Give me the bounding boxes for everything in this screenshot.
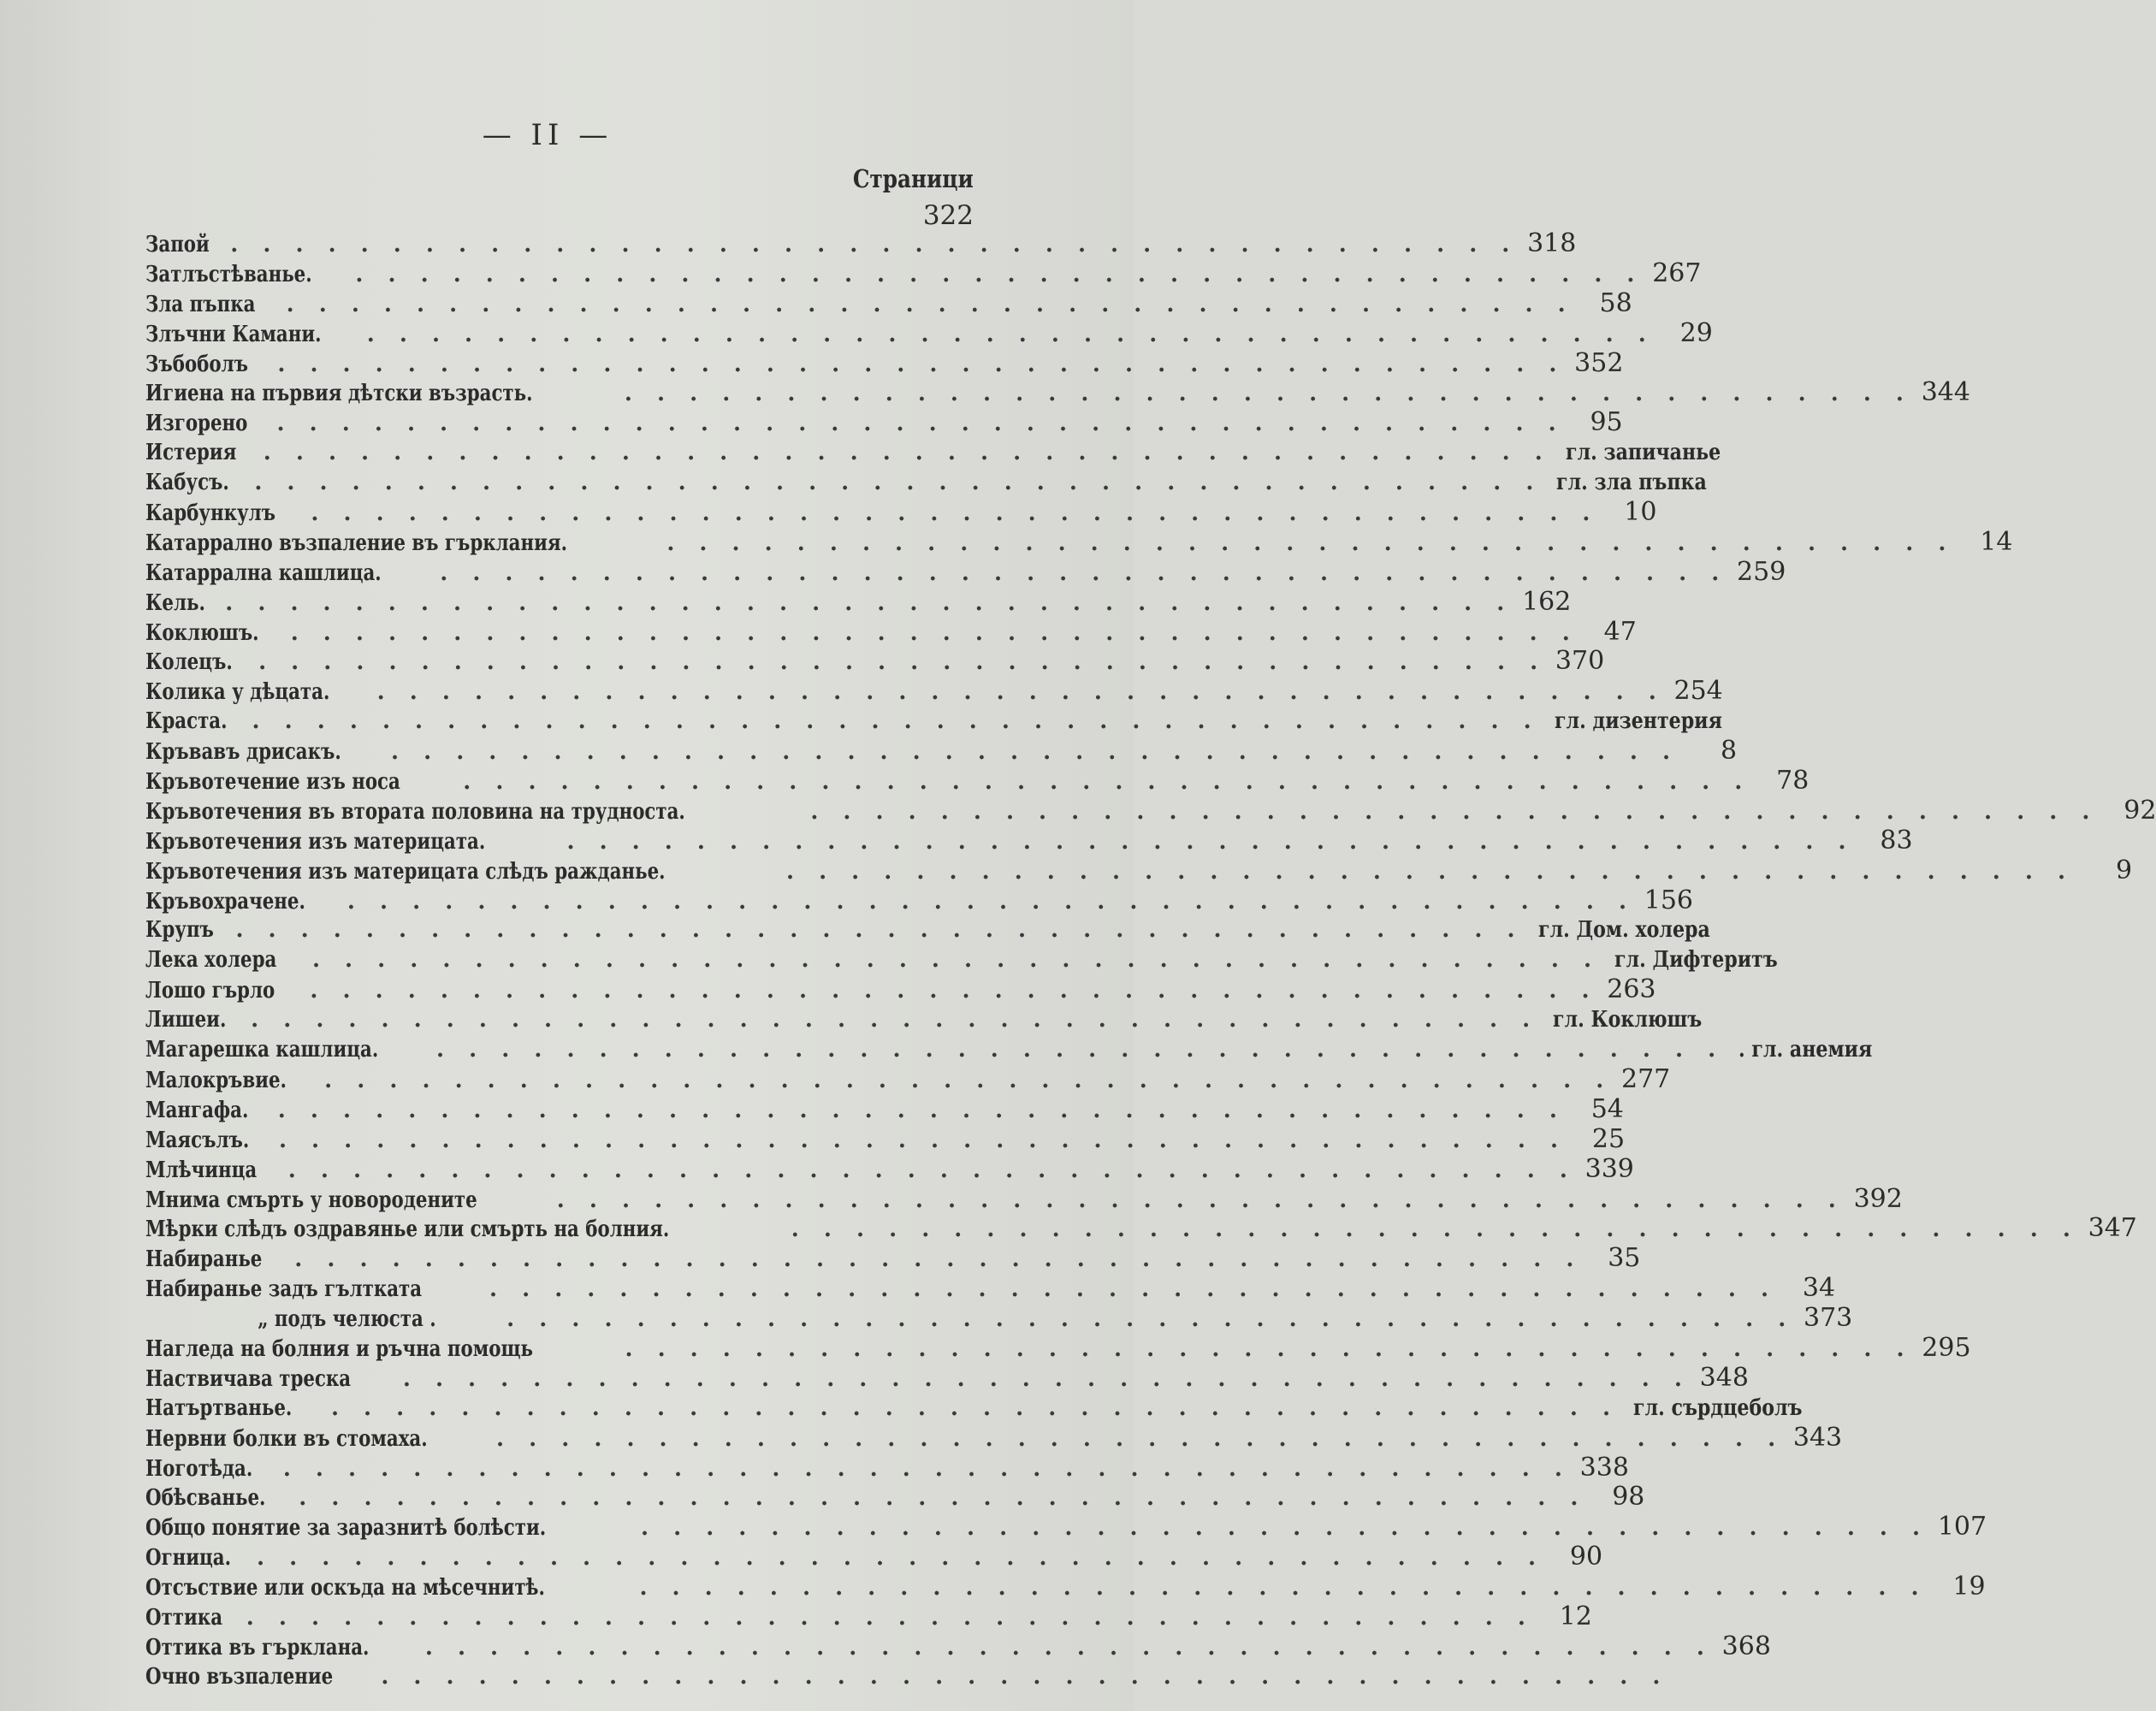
entry-page-ref: 47: [1603, 616, 1637, 647]
index-entry: [145, 228, 1577, 259]
entry-page-ref: 95: [1590, 407, 1623, 438]
entry-page-ref: 34: [1802, 1273, 1836, 1304]
index-entry: [145, 438, 1721, 468]
entry-label: Общо понятие за заразнитѣ болѣсти.: [145, 1515, 547, 1542]
entry-label: Лишеи.: [145, 1007, 227, 1033]
index-entry: [145, 1243, 1641, 1274]
leader-dots: . . . . . . . . . . . . . . . . . . . . . . . . . . . . . . . . . . . . . . . .: [625, 1335, 1913, 1362]
entry-label: Затлъстѣванье.: [145, 261, 312, 287]
index-entry: [145, 258, 1702, 289]
index-entry: [145, 616, 1637, 648]
entry-page-ref: 58: [1599, 287, 1632, 318]
entry-label: Наствичава треска: [145, 1365, 352, 1392]
index-entry: [145, 1153, 1634, 1185]
leader-dots: . . . . . . . . . . . . . . . . . . . . . . . . . . . . . . . . . . . . . . . .: [311, 947, 1601, 974]
entry-page-ref: гл. зла пъпка: [1556, 470, 1708, 496]
leader-dots: . . . . . . . . . . . . . . . . . . . . . . . . . . . . . . . . . . . . . . . .: [299, 1485, 1587, 1512]
entry-label: Мѣрки слѣдъ оздравянье или смърть на болния.: [145, 1217, 670, 1243]
entry-label: „ подъ челюста .: [258, 1306, 436, 1333]
leader-dots: . . . . . . . . . . . . . . . . . . . . . . . . . . . . . . . . . . . . . . . .: [282, 1455, 1571, 1482]
leader-dots: . . . . . . . . . . . . . . . . . . . . . . . . . . . . . . . . . . . . . . . .: [252, 708, 1540, 735]
leader-dots: . . . . . . . . . . . . . . . . . . . . . . . . . . . . . . . . . . . . . . . .: [496, 1425, 1785, 1452]
entry-label: Отсъствие или оскъда на мѣсечнитѣ.: [145, 1575, 545, 1601]
entry-label: Млѣчинца: [145, 1157, 258, 1183]
leader-dots: . . . . . . . . . . . . . . . . . . . . . . . . . . . . . . . . . . . . . . . .: [785, 858, 2075, 885]
entry-label: Злъчни Камани.: [145, 321, 322, 347]
entry-label: Зла пъпка: [145, 291, 256, 317]
leader-dots: . . . . . . . . . . . . . . . . . . . . . . . . . . . . . . . . . . . . . . . .: [230, 232, 1519, 258]
leader-dots: . . . . . . . . . . . . . . . . . . . . . . . . . . . . . . . . . . . . . . . .: [290, 619, 1578, 646]
index-entry: [145, 377, 1970, 408]
leader-dots: . . . . . . . . . . . . . . . . . . . . . . . . . . . . . . . . . . . . . . . .: [287, 1157, 1576, 1183]
leader-dots: . . . . . . . . . . . . . . . . . . . . . . . . . . . . . . . . . . . . . . . .: [355, 261, 1644, 287]
entry-page-ref: 92: [2123, 795, 2156, 826]
entry-page-ref: 12: [1559, 1601, 1592, 1631]
entry-page-ref: 9: [2115, 855, 2133, 885]
index-entry: [145, 974, 1656, 1005]
index-entry: [145, 1183, 1903, 1215]
leader-dots: . . . . . . . . . . . . . . . . . . . . . . . . . . . . . . . . . . . . . . . .: [376, 679, 1665, 706]
leader-dots: . . . . . . . . . . . . . . . . . . . . . . . . . . . . . . . . . . . . . . . .: [424, 1634, 1713, 1661]
entry-page-ref: 83: [1880, 825, 1913, 856]
leader-dots: . . . . . . . . . . . . . . . . . . . . . . . . . . . . . . . . . . . . . . . .: [276, 411, 1565, 437]
first-page-number: 322: [922, 200, 974, 231]
entry-label: Кръвотечения изъ материцата слѣдъ ражданье.: [145, 858, 666, 885]
leader-dots: . . . . . . . . . . . . . . . . . . . . . . . . . . . . . . . . . . . . . . . .: [506, 1306, 1795, 1333]
entry-page-ref: 25: [1591, 1123, 1626, 1154]
entry-page-ref: гл. запичанье: [1565, 440, 1721, 466]
index-entry: [145, 1063, 1671, 1095]
leader-dots: . . . . . . . . . . . . . . . . . . . . . . . . . . . . . . . . . . . . . . . .: [330, 1394, 1620, 1421]
index-entry: [145, 1482, 1645, 1513]
leader-dots: . . . . . . . . . . . . . . . . . . . . . . . . . . . . . . . . . . . . . . . .: [624, 381, 1912, 407]
entry-label: Колика у дѣцата.: [145, 679, 330, 706]
entry-page-ref: 267: [1652, 258, 1702, 288]
entry-label: Лошо гърло: [145, 978, 275, 1004]
entry-label: Зъбоболъ: [145, 351, 249, 377]
leader-dots: . . . . . . . . . . . . . . . . . . . . . . . . . . . . . . . . . . . . . . . .: [440, 559, 1728, 586]
entry-label: Кель.: [145, 589, 205, 616]
index-entry: [145, 1123, 1626, 1155]
entry-label: Краста.: [145, 708, 228, 735]
entry-label: Кръвотечения въ втората половина на трудноста.: [145, 798, 685, 825]
entry-page-ref: 10: [1624, 497, 1657, 528]
index-entry: [145, 556, 1786, 588]
leader-dots: . . . . . . . . . . . . . . . . . . . . . . . . . . . . . . . . . . . . . . . .: [324, 1067, 1613, 1093]
entry-page-ref: 14: [1980, 526, 2013, 557]
entry-label: Мнима смърть у новородените: [145, 1187, 477, 1213]
entry-page-ref: 339: [1584, 1153, 1634, 1184]
leader-dots: . . . . . . . . . . . . . . . . . . . . . . . . . . . . . . . . . . . . . . . .: [235, 917, 1524, 944]
index-entry: [145, 736, 1738, 767]
entry-page-ref: 156: [1644, 885, 1693, 915]
leader-dots: . . . . . . . . . . . . . . . . . . . . . . . . . . . . . . . . . . . . . . . .: [556, 1187, 1845, 1213]
leader-dots: . . . . . . . . . . . . . . . . . . . . . . . . . . . . . . . . . . . . . . . .: [666, 530, 1955, 556]
entry-label: Обѣсванье.: [145, 1485, 266, 1512]
index-entry: [145, 1273, 1836, 1304]
entry-label: Кръвавъ дрисакъ.: [145, 739, 341, 766]
entry-label: Изгорено: [145, 411, 248, 437]
entry-label: Очно възпаление: [145, 1663, 334, 1690]
entry-page-ref: 347: [2088, 1213, 2137, 1244]
entry-page-ref: 29: [1679, 317, 1713, 348]
leader-dots: . . . . . . . . . . . . . . . . . . . . . . . . . . . . . . . . . . . . . . . .: [810, 798, 2099, 825]
leader-dots: . . . . . . . . . . . . . . . . . . . . . . . . . . . . . . . . . . . . . . . .: [258, 649, 1547, 676]
entry-label: Колецъ.: [145, 649, 233, 676]
index-entry: [145, 885, 1693, 916]
entry-page-ref: 348: [1699, 1362, 1749, 1393]
index-entry: [145, 1422, 1843, 1453]
leader-dots: . . . . . . . . . . . . . . . . . . . . . . . . . . . . . . . . . . . . . . . .: [391, 739, 1679, 766]
index-entry: [145, 1662, 1669, 1692]
entry-page-ref: 90: [1569, 1542, 1603, 1572]
leader-dots: . . . . . . . . . . . . . . . . . . . . . . . . . . . . . . . . . . . . . . . .: [225, 589, 1513, 616]
entry-label: Крупъ: [145, 917, 214, 944]
index-entry: [145, 707, 1722, 737]
index-entry: [145, 468, 1708, 498]
entry-page-ref: 162: [1522, 586, 1572, 617]
index-entry: [145, 766, 1810, 796]
entry-label: Истерия: [145, 440, 237, 466]
leader-dots: . . . . . . . . . . . . . . . . . . . . . . . . . . . . . . . . . . . . . . . .: [639, 1575, 1928, 1601]
leader-dots: . . . . . . . . . . . . . . . . . . . . . . . . . . . . . . . . . . . . . . . .: [278, 1127, 1567, 1153]
entry-label: Набиранье задъ гълтката: [145, 1276, 423, 1303]
leader-dots: . . . . . . . . . . . . . . . . . . . . . . . . . . . . . . . . . . . . . . . .: [489, 1276, 1778, 1303]
index-entry: [145, 945, 1778, 975]
leader-dots: . . . . . . . . . . . . . . . . . . . . . . . . . . . . . . . . . . . . . . . .: [791, 1217, 2079, 1243]
leader-dots: . . . . . . . . . . . . . . . . . . . . . . . . . . . . . . . . . . . . . . . .: [366, 321, 1655, 347]
entry-page-ref: 98: [1612, 1482, 1645, 1513]
index-entry: [145, 1512, 1987, 1542]
entry-label: Оттика: [145, 1604, 223, 1631]
index-entry: [145, 915, 1710, 945]
entry-label: Нагледа на болния и ръчна помощь: [145, 1335, 534, 1362]
leader-dots: . . . . . . . . . . . . . . . . . . . . . . . . . . . . . . . . . . . . . . . .: [277, 351, 1566, 377]
leader-dots: . . . . . . . . . . . . . . . . . . . . . . . . . . . . . . . . . . . . . . . .: [246, 1604, 1534, 1631]
entry-page-ref: гл. Дифтеритъ: [1614, 947, 1778, 974]
leader-dots: . . . . . . . . . . . . . . . . . . . . . . . . . . . . . . . . . . . . . . . .: [346, 888, 1635, 915]
index-entry: [145, 317, 1713, 349]
index-entry: [145, 1631, 1771, 1662]
entry-page-ref: 392: [1853, 1183, 1903, 1214]
entry-page-ref: 8: [1721, 736, 1738, 767]
entry-label: Лека холера: [145, 947, 277, 974]
entry-page-ref: гл. дизентерия: [1554, 708, 1722, 735]
index-entries: [145, 228, 2156, 1692]
leader-dots: . . . . . . . . . . . . . . . . . . . . . . . . . . . . . . . . . . . . . . . .: [436, 1037, 1725, 1063]
entry-page-ref: 277: [1620, 1063, 1671, 1094]
entry-page-ref: 352: [1574, 347, 1624, 378]
column-label: Страници: [853, 164, 974, 193]
entry-page-ref: 54: [1590, 1093, 1624, 1124]
entry-page-ref: 35: [1608, 1243, 1641, 1274]
index-entry: [145, 407, 1623, 438]
entry-page-ref: 338: [1579, 1452, 1629, 1483]
entry-label: Огница.: [145, 1545, 232, 1572]
entry-page-ref: гл. сърдцеболъ: [1633, 1394, 1803, 1421]
leader-dots: . . . . . . . . . . . . . . . . . . . . . . . . . . . . . . . . . . . . . . . .: [641, 1515, 1929, 1542]
leader-dots: . . . . . . . . . . . . . . . . . . . . . . . . . . . . . . . . . . . . . . . .: [381, 1663, 1669, 1690]
entry-page-ref: 373: [1804, 1303, 1853, 1334]
leader-dots: . . . . . . . . . . . . . . . . . . . . . . . . . . . . . . . . . . . . . . . .: [311, 500, 1599, 527]
leader-dots: . . . . . . . . . . . . . . . . . . . . . . . . . . . . . . . . . . . . . . . .: [310, 978, 1598, 1004]
entry-page-ref: 263: [1607, 974, 1656, 1005]
entry-page-ref: 344: [1921, 377, 1970, 408]
index-entry: [145, 855, 2133, 886]
entry-label: Маясълъ.: [145, 1127, 250, 1153]
entry-label: Натъртванье.: [145, 1394, 293, 1421]
leader-dots: . . . . . . . . . . . . . . . . . . . . . . . . . . . . . . . . . . . . . . . .: [402, 1365, 1691, 1392]
entry-label: Кръвотечения изъ материцата.: [145, 828, 486, 855]
index-entry: [145, 1332, 1971, 1364]
index-entry: [145, 646, 1605, 677]
entry-label: Набиранье: [145, 1246, 263, 1273]
entry-label: Малокръвие.: [145, 1067, 287, 1093]
leader-dots: . . . . . . . . . . . . . . . . . . . . . . . . . . . . . . . . . . . . . . . .: [254, 470, 1543, 496]
entry-page-ref: 19: [1952, 1572, 1986, 1602]
index-entry: [145, 1452, 1629, 1483]
entry-label: Оттика въ гърклана.: [145, 1634, 370, 1661]
entry-label: Коклюшъ.: [145, 619, 259, 646]
entry-label: Катаррална кашлица.: [145, 559, 382, 586]
entry-page-ref: 259: [1737, 556, 1786, 587]
entry-label: Магарешка кашлица.: [145, 1037, 379, 1063]
entry-page-ref: 370: [1555, 646, 1605, 677]
entry-page-ref: 343: [1792, 1422, 1843, 1453]
index-entry: [145, 1093, 1624, 1125]
index-entry: [145, 1005, 1703, 1035]
index-entry: [145, 1362, 1749, 1394]
index-entry: [145, 586, 1572, 618]
leader-dots: . . . . . . . . . . . . . . . . . . . . . . . . . . . . . . . . . . . . . . . .: [566, 828, 1855, 855]
index-entry: [145, 526, 2013, 558]
entry-page-ref: 368: [1721, 1631, 1771, 1661]
entry-label: Кръвохрачене.: [145, 888, 305, 915]
entry-label: Нервни болки въ стомаха.: [145, 1425, 428, 1452]
index-entry: [145, 1303, 1853, 1334]
entry-page-ref: 78: [1776, 766, 1810, 796]
entry-label: Игиена на първия дѣтски възрасть.: [145, 381, 533, 407]
index-entry: [145, 1601, 1592, 1632]
index-entry: [145, 1542, 1603, 1572]
entry-page-ref: гл. Коклюшъ: [1553, 1007, 1703, 1033]
entry-page-ref: . гл. анемия: [1738, 1037, 1873, 1063]
page-marker: — II —: [482, 118, 613, 152]
leader-dots: . . . . . . . . . . . . . . . . . . . . . . . . . . . . . . . . . . . . . . . .: [277, 1097, 1566, 1123]
entry-page-ref: 318: [1527, 228, 1577, 258]
index-entry: [145, 287, 1632, 319]
entry-label: Кабусъ.: [145, 470, 229, 496]
leader-dots: . . . . . . . . . . . . . . . . . . . . . . . . . . . . . . . . . . . . . . . .: [263, 440, 1551, 466]
index-entry: [145, 347, 1624, 379]
leader-dots: . . . . . . . . . . . . . . . . . . . . . . . . . . . . . . . . . . . . . . . .: [286, 291, 1574, 317]
index-entry: [145, 825, 1913, 856]
entry-page-ref: 107: [1937, 1512, 1987, 1542]
entry-page-ref: 254: [1673, 676, 1723, 707]
entry-page-ref: гл. Дом. холера: [1537, 917, 1710, 944]
index-entry: [145, 1394, 1803, 1424]
entry-label: Кръвотечение изъ носа: [145, 769, 400, 796]
leader-dots: . . . . . . . . . . . . . . . . . . . . . . . . . . . . . . . . . . . . . . . .: [294, 1246, 1583, 1273]
leader-dots: . . . . . . . . . . . . . . . . . . . . . . . . . . . . . . . . . . . . . . . .: [257, 1545, 1545, 1572]
entry-label: Карбункулъ: [145, 500, 276, 527]
index-entry: [145, 676, 1723, 707]
entry-label: Катаррално възпаление въ гърклания.: [145, 530, 568, 556]
index-entry: [145, 1213, 2137, 1244]
leader-dots: . . . . . . . . . . . . . . . . . . . . . . . . . . . . . . . . . . . . . . . .: [463, 769, 1751, 796]
entry-label: Ноготѣда.: [145, 1455, 253, 1482]
index-entry: [145, 1572, 1986, 1602]
index-entry: [145, 795, 2156, 826]
entry-page-ref: 295: [1922, 1332, 1971, 1363]
entry-label: Запой: [145, 232, 210, 258]
index-entry: [145, 497, 1657, 528]
entry-label: Мангафа.: [145, 1097, 249, 1123]
leader-dots: . . . . . . . . . . . . . . . . . . . . . . . . . . . . . . . . . . . . . . . .: [251, 1007, 1539, 1033]
index-entry: [145, 1035, 1873, 1065]
